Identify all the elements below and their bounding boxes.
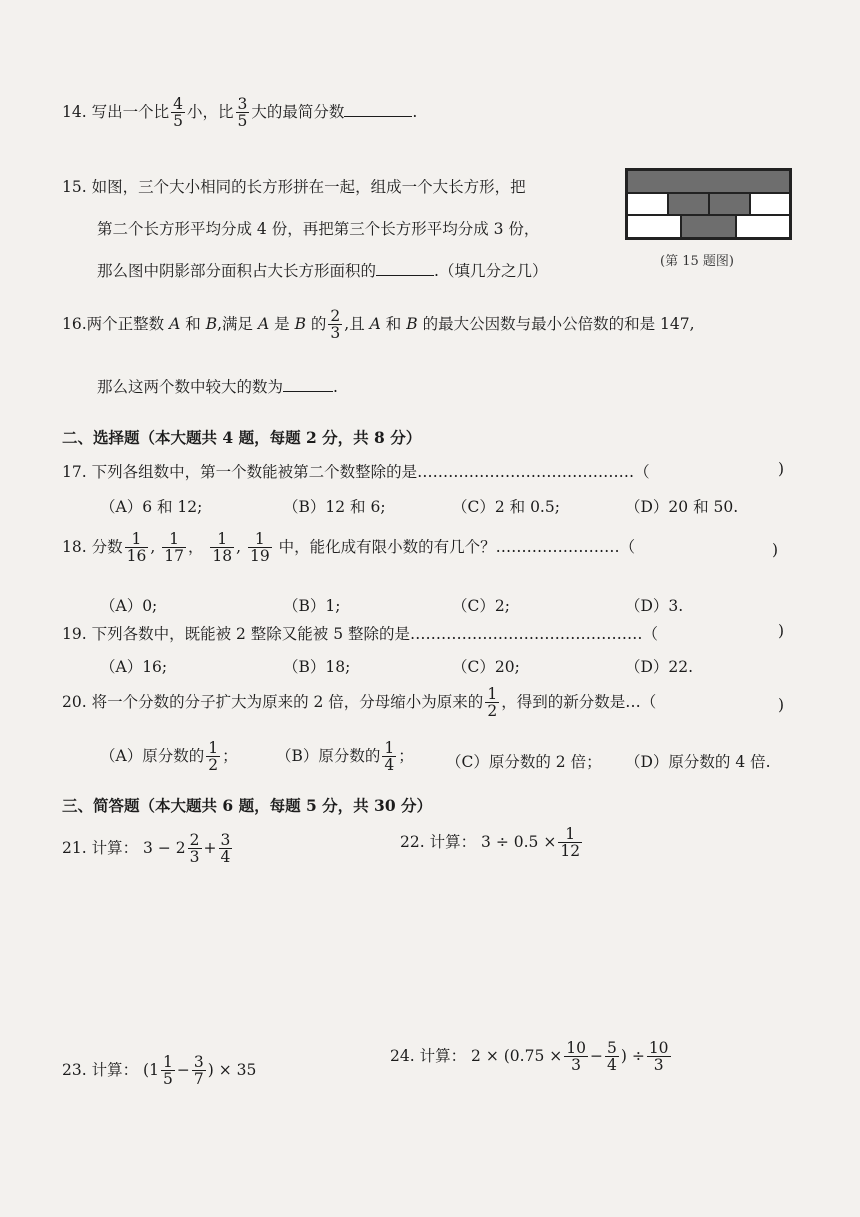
question-15-line-3: [97, 259, 547, 281]
rect-3-part-1: [627, 215, 681, 238]
option-b[interactable]: （B）18;: [283, 658, 351, 676]
numerator: 3: [220, 831, 231, 849]
question-number: 22.: [400, 832, 425, 851]
q23-expr-a: (1: [143, 1060, 159, 1079]
var-a: A: [369, 314, 381, 333]
option-b-text: （B）原分数的: [276, 746, 381, 765]
question-number: 19.: [62, 625, 87, 643]
var-b: B: [294, 314, 306, 333]
option-d[interactable]: （D）22.: [625, 658, 694, 676]
question-number: 14.: [62, 102, 87, 121]
plus-operator: +: [203, 838, 217, 857]
question-number: 16.: [62, 314, 87, 333]
q22-expr: 3 ÷ 0.5 ×: [481, 832, 557, 851]
question-19: [62, 622, 658, 644]
option-a-text: （A）原分数的: [100, 746, 205, 765]
figure-caption: (第 15 题图): [660, 254, 734, 269]
numerator: 1: [487, 685, 498, 703]
fraction: [219, 832, 233, 866]
question-16-line-2: [97, 375, 338, 397]
numerator: 1: [131, 530, 142, 548]
q16-text-b: 和: [185, 314, 201, 333]
var-b: B: [205, 314, 218, 333]
denominator: 18: [212, 547, 233, 566]
question-number: 23.: [62, 1060, 87, 1079]
fraction: [382, 740, 396, 774]
question-number: 18.: [62, 537, 87, 556]
q24-expr-a: 2 × (0.75 ×: [471, 1046, 563, 1065]
q24-expr-b: ) ÷: [620, 1046, 645, 1065]
fraction: [171, 96, 185, 130]
fraction: [564, 1040, 588, 1074]
option-c[interactable]: （C）20;: [452, 658, 520, 676]
denominator: 5: [162, 1070, 173, 1089]
fraction: [328, 308, 342, 342]
q16-text-e: 的: [310, 314, 327, 333]
numerator: 3: [237, 95, 248, 113]
q16-text-line2: 那么这两个数中较大的数为: [97, 378, 284, 396]
question-number: 24.: [390, 1046, 415, 1065]
denominator: 4: [606, 1056, 617, 1075]
denominator: 2: [487, 702, 498, 721]
q15-text-1: 如图，三个大小相同的长方形拼在一起，组成一个大长方形，把: [91, 178, 526, 196]
option-d[interactable]: （D）3.: [625, 597, 684, 615]
question-number: 21.: [62, 838, 87, 857]
numerator: 3: [193, 1053, 204, 1071]
q16-text-d: 是: [274, 314, 290, 333]
option-b-end: ；: [398, 746, 414, 765]
denominator: 3: [189, 848, 200, 867]
option-a[interactable]: （A）6 和 12;: [100, 498, 203, 516]
question-number: 15.: [62, 178, 87, 196]
fraction: [162, 531, 186, 565]
option-b[interactable]: （B）1;: [283, 597, 341, 615]
numerator: 1: [169, 530, 179, 548]
numerator: 2: [330, 307, 341, 325]
fraction: [125, 531, 149, 565]
fraction: [647, 1040, 671, 1074]
option-d[interactable]: （D）原分数的 4 倍.: [625, 753, 771, 771]
numerator: 1: [162, 1053, 173, 1071]
answer-blank[interactable]: [283, 377, 333, 392]
denominator: 7: [193, 1070, 204, 1089]
q21-label: 计算：: [91, 838, 139, 857]
q15-text-3b: .（填几分之几）: [434, 262, 548, 280]
denominator: 2: [208, 756, 219, 775]
q21-expr-a: 3 − 2: [143, 838, 186, 857]
q17-text: 下列各组数中，第一个数能被第二个数整除的是……………………………………（: [91, 463, 650, 481]
q18-text-b: 中，能化成有限小数的有几个？……………………（: [278, 537, 636, 556]
minus-operator: −: [589, 1046, 603, 1065]
denominator: 3: [564, 1056, 588, 1073]
numerator: 1: [254, 530, 265, 548]
option-c[interactable]: （C）2;: [452, 597, 510, 615]
q14-text-c: 大的最简分数: [251, 102, 345, 121]
option-c[interactable]: （C）2 和 0.5;: [452, 498, 560, 516]
q16-period: .: [333, 378, 338, 396]
answer-paren-close: ): [778, 622, 785, 640]
answer-paren-close: ): [778, 696, 785, 714]
fraction: [236, 96, 250, 130]
q15-text-3a: 那么图中阴影部分面积占大长方形面积的: [97, 262, 377, 280]
q19-text: 下列各数中，既能被 2 整除又能被 5 整除的是………………………………………（: [91, 625, 659, 643]
numerator: 4: [173, 95, 183, 113]
numerator: 1: [565, 825, 576, 843]
q14-text-b: 小，比: [186, 102, 234, 121]
denominator: 4: [384, 756, 395, 775]
fraction: [558, 826, 582, 860]
question-22: [400, 826, 584, 860]
question-15-line-2: 第二个长方形平均分成 4 份，再把第三个长方形平均分成 3 份，: [97, 220, 540, 238]
question-16-line-1: [62, 308, 695, 342]
var-b: B: [406, 314, 418, 333]
fraction: [485, 686, 499, 720]
q23-label: 计算：: [91, 1060, 139, 1079]
numerator: 1: [217, 530, 228, 548]
section-3-heading: 三、简答题（本大题共 6 题，每题 5 分，共 30 分）: [62, 796, 433, 815]
numerator: 5: [606, 1039, 617, 1057]
numerator: 1: [384, 739, 395, 757]
rect-1-shaded: [627, 170, 790, 193]
q16-text-g: 和: [385, 314, 402, 333]
minus-operator: −: [176, 1060, 190, 1079]
q24-label: 计算：: [419, 1046, 467, 1065]
answer-blank[interactable]: [376, 261, 434, 276]
figure-15-rectangles: [625, 168, 792, 240]
option-a[interactable]: [100, 740, 238, 774]
q16-text-c: ,满足: [217, 314, 254, 333]
q20-text-a: 将一个分数的分子扩大为原来的 2 倍，分母缩小为原来的: [91, 692, 484, 711]
section-2-heading: 二、选择题（本大题共 4 题，每题 2 分，共 8 分）: [62, 428, 422, 447]
question-15-line-1: [62, 175, 526, 197]
denominator: 16: [126, 547, 147, 566]
q23-expr-b: ) × 35: [207, 1060, 257, 1079]
rect-2-part-2-shaded: [668, 193, 709, 215]
numerator: 2: [189, 831, 200, 849]
option-a-end: ；: [222, 746, 238, 765]
numerator: 10: [648, 1039, 669, 1057]
option-a[interactable]: （A）0;: [100, 597, 158, 615]
q18-text-a: 分数: [91, 537, 123, 556]
question-14: [62, 96, 417, 130]
answer-paren-close: ): [778, 460, 785, 478]
q14-text-a: 写出一个比: [91, 102, 170, 121]
denominator: 4: [220, 848, 231, 867]
fraction: [206, 740, 220, 774]
denominator: 3: [330, 324, 341, 343]
denominator: 19: [249, 547, 270, 566]
denominator: 5: [173, 112, 183, 131]
numerator: 10: [566, 1039, 586, 1057]
denominator: 17: [164, 547, 184, 566]
q16-text-h: 的最大公因数与最小公倍数的和是 147,: [422, 314, 695, 333]
question-21: [62, 832, 234, 866]
rect-3-part-2-shaded: [681, 215, 736, 238]
q16-text-a: 两个正整数: [86, 314, 165, 333]
question-24: [390, 1040, 673, 1074]
question-number: 17.: [62, 463, 87, 481]
fraction: [188, 832, 202, 866]
numerator: 1: [208, 739, 219, 757]
fraction: [210, 531, 234, 565]
option-b[interactable]: （B）12 和 6;: [283, 498, 386, 516]
option-b[interactable]: [276, 740, 414, 774]
question-20: [62, 686, 656, 720]
q22-label: 计算：: [429, 832, 477, 851]
denominator: 12: [560, 842, 581, 861]
option-a[interactable]: （A）16;: [100, 658, 168, 676]
rect-3-part-3: [736, 215, 790, 238]
denominator: 3: [647, 1056, 671, 1073]
rect-2-part-3-shaded: [709, 193, 750, 215]
q14-period: .: [412, 102, 418, 121]
var-a: A: [257, 314, 270, 333]
option-c[interactable]: （C）原分数的 2 倍；: [446, 753, 602, 771]
q20-text-b: ，得到的新分数是…（: [501, 692, 657, 711]
question-23: [62, 1054, 256, 1088]
question-18: 18. 分数 $\frac{1}{16}$ , $\frac{1}{17}$ ， $\frac{1}{18}$ , $\frac{1}{19}$ 中，能化成有限小数的有几个？……………………（: [62, 530, 636, 566]
question-number: 20.: [62, 692, 87, 711]
q16-text-f: ,且: [344, 314, 365, 333]
denominator: 5: [237, 112, 248, 131]
answer-blank[interactable]: [344, 102, 412, 117]
option-d[interactable]: （D）20 和 50.: [625, 498, 739, 516]
rect-2-part-1: [627, 193, 668, 215]
question-17: [62, 460, 650, 482]
rect-2-part-4: [750, 193, 790, 215]
var-a: A: [169, 314, 181, 333]
answer-paren-close: ): [772, 541, 779, 559]
fraction: [248, 531, 272, 565]
fraction: [605, 1040, 619, 1074]
fraction: [161, 1054, 175, 1088]
fraction: [192, 1054, 206, 1088]
